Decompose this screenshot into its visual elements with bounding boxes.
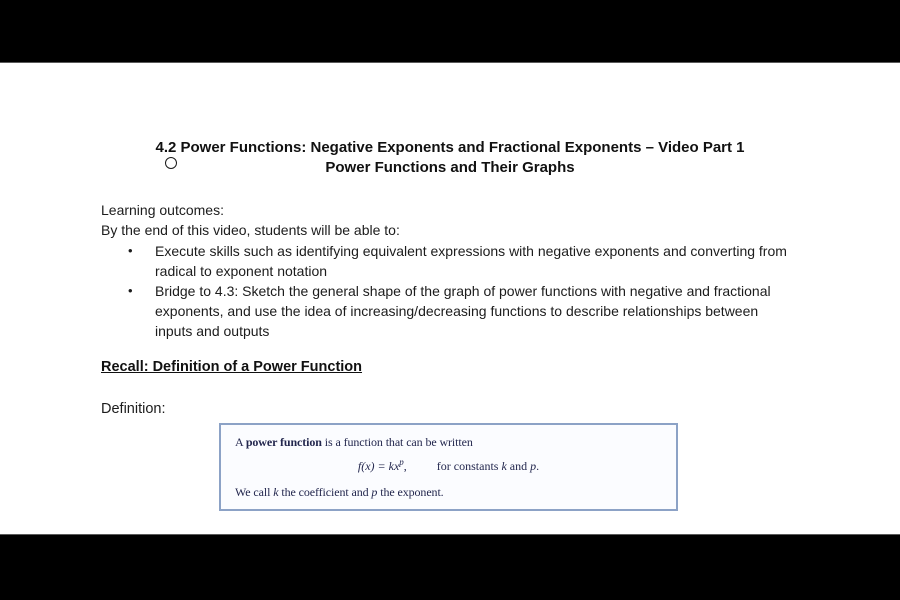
learning-outcomes-list [128, 241, 793, 341]
definition-box [219, 423, 678, 511]
list-item-text: Bridge to 4.3: Sketch the general shape of the graph of power functions with negative and fractional exponents, and use the idea of increasing/decreasing functions to describe relationships between inputs and outputs [155, 283, 771, 339]
power-function-term: power function [245, 435, 322, 449]
coefficient-exponent-sentence: We call k the coefficient and p the exponent. [235, 485, 444, 499]
page-title-line1: 4.2 Power Functions: Negative Exponents and Fractional Exponents – Video Part 1 [155, 139, 745, 156]
recall-heading: Recall: Definition of a Power Function [101, 359, 363, 375]
learning-outcomes-label: Learning outcomes: [101, 202, 224, 218]
letterbox-bottom [0, 534, 900, 600]
letterbox-top [0, 0, 900, 63]
list-item [128, 241, 793, 281]
bullet-icon: • [128, 243, 133, 258]
formula-note: for constants k and p. [436, 459, 540, 473]
document-page [0, 63, 900, 534]
power-function-formula [221, 459, 676, 474]
definition-sentence [235, 435, 473, 450]
page-title-line2: Power Functions and Their Graphs [325, 159, 575, 176]
formula-exponent: p [399, 457, 404, 467]
list-item-text: Execute skills such as identifying equivalent expressions with negative exponents and converting from radical to exponent notation [155, 243, 787, 279]
bullet-icon: • [128, 283, 133, 298]
definition-text-part: A [235, 435, 246, 449]
page-title [0, 138, 900, 178]
definition-text-part: is a function that can be written [321, 435, 473, 449]
formula-comma: , [403, 459, 407, 473]
formula-main: f(x) = kx [357, 459, 400, 473]
list-item [128, 281, 793, 341]
learning-outcomes-intro: By the end of this video, students will be able to: [101, 222, 400, 238]
circle-annotation-icon [165, 157, 177, 169]
definition-label: Definition: [101, 401, 166, 417]
